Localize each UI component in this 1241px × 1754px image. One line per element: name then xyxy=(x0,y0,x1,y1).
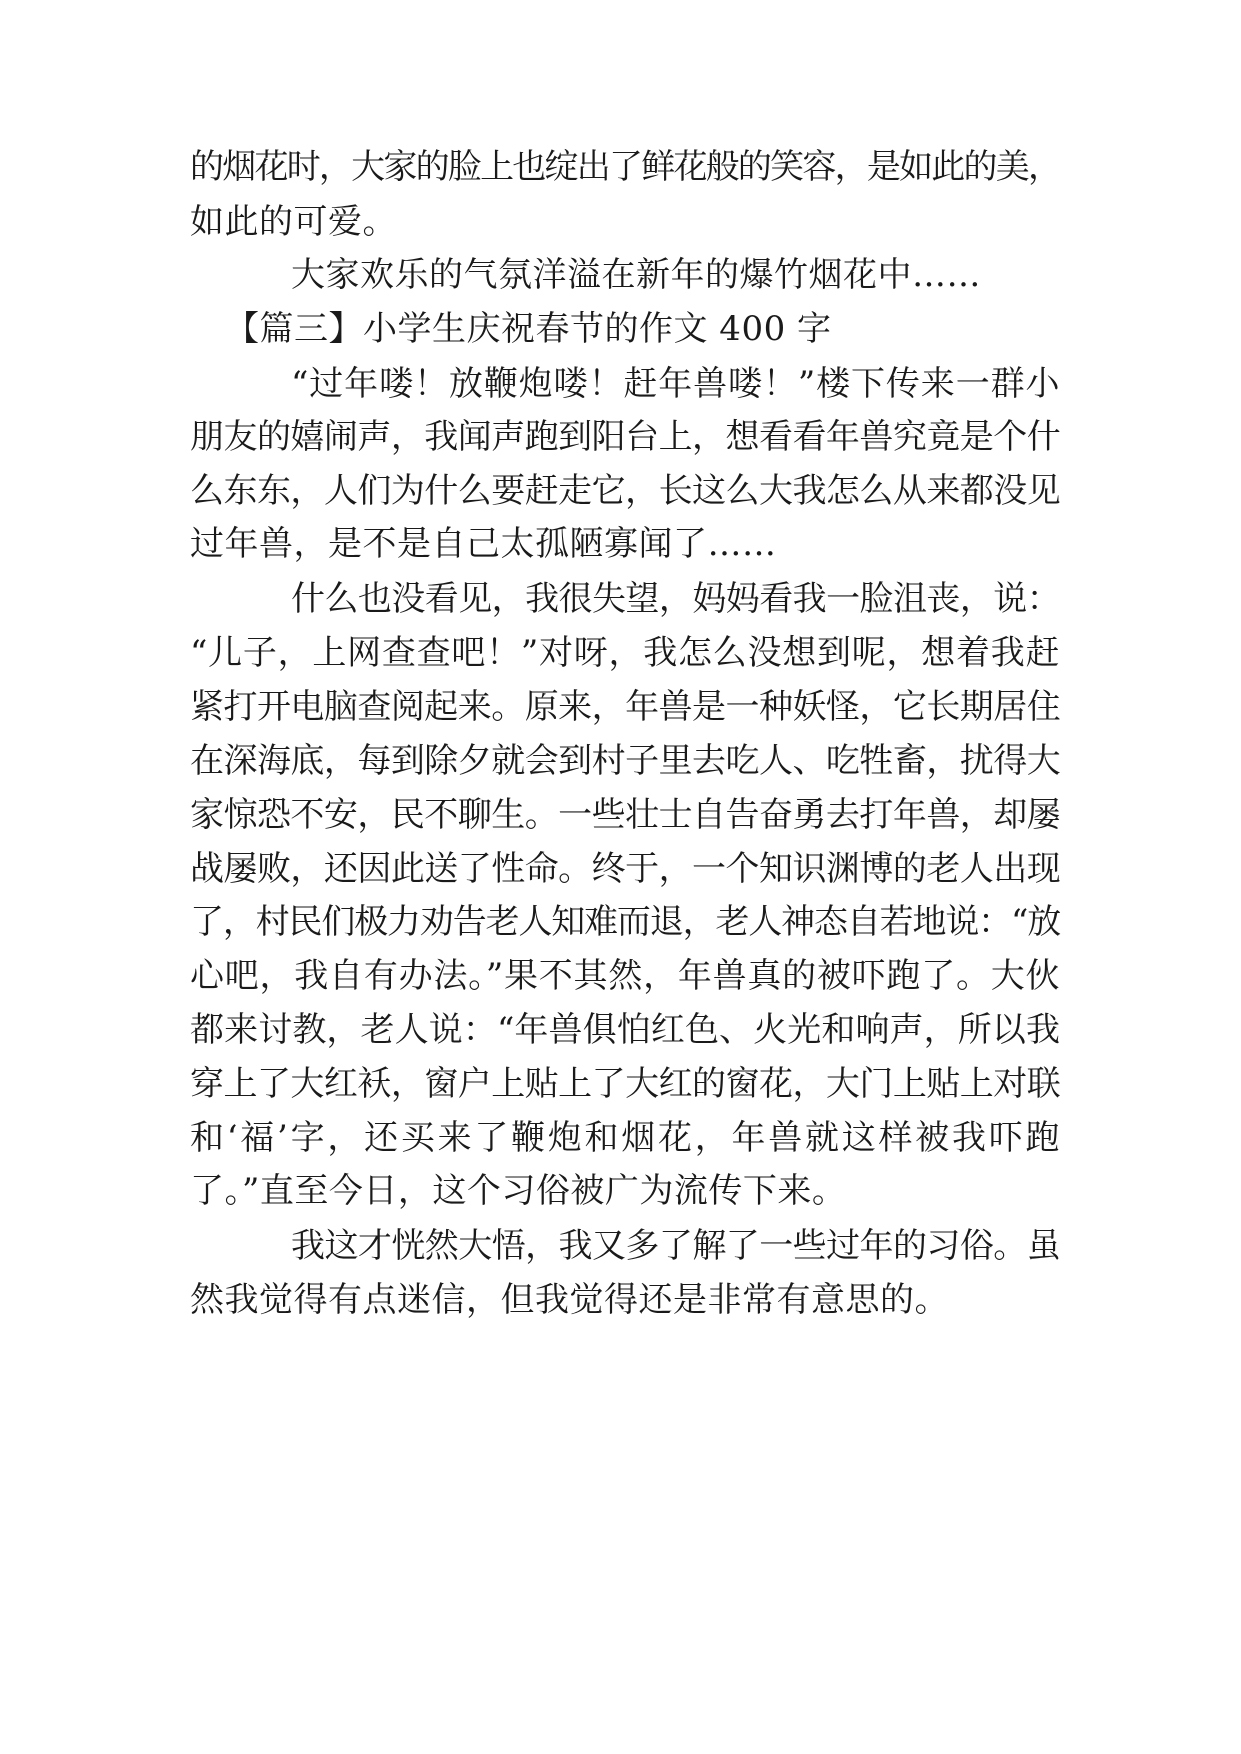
paragraph-4-line-8: 心吧，我自有办法。”果不其然，年兽真的被吓跑了。大伙 xyxy=(190,956,1060,996)
paragraph-4-line-11: 和‘福’字，还买来了鞭炮和烟花，年兽就这样被我吓跑 xyxy=(190,1118,1060,1158)
paragraph-3-line-2: 朋友的嬉闹声，我闻声跑到阳台上，想看看年兽究竟是个什 xyxy=(190,417,1060,457)
paragraph-4-line-2: “儿子，上网查查吧！”对呀，我怎么没想到呢，想着我赶 xyxy=(190,633,1060,673)
section-heading: 【篇三】小学生庆祝春节的作文 400 字 xyxy=(225,309,832,349)
paragraph-3-line-1: “过年喽！放鞭炮喽！赶年兽喽！”楼下传来一群小 xyxy=(291,364,1060,404)
paragraph-1-line-2: 如此的可爱。 xyxy=(190,202,397,242)
paragraph-5-line-2: 然我觉得有点迷信，但我觉得还是非常有意思的。 xyxy=(190,1280,949,1320)
paragraph-2-line-1: 大家欢乐的气氛洋溢在新年的爆竹烟花中…… xyxy=(291,255,981,295)
paragraph-1-line-1: 的烟花时，大家的脸上也绽出了鲜花般的笑容，是如此的美， xyxy=(190,147,1060,187)
paragraph-4-line-5: 家惊恐不安，民不聊生。一些壮士自告奋勇去打年兽，却屡 xyxy=(190,795,1060,835)
paragraph-3-line-4: 过年兽，是不是自己太孤陋寡闻了…… xyxy=(190,524,777,564)
paragraph-4-line-9: 都来讨教，老人说：“年兽俱怕红色、火光和响声，所以我 xyxy=(190,1010,1060,1050)
paragraph-4-line-6: 战屡败，还因此送了性命。终于，一个知识渊博的老人出现 xyxy=(190,849,1060,889)
paragraph-4-line-7: 了，村民们极力劝告老人知难而退，老人神态自若地说：“放 xyxy=(190,902,1060,942)
paragraph-4-line-10: 穿上了大红袄，窗户上贴上了大红的窗花，大门上贴上对联 xyxy=(190,1064,1060,1104)
paragraph-4-line-4: 在深海底，每到除夕就会到村子里去吃人、吃牲畜，扰得大 xyxy=(190,741,1060,781)
paragraph-4-line-1: 什么也没看见，我很失望，妈妈看我一脸沮丧，说： xyxy=(291,579,1060,619)
paragraph-3-line-3: 么东东，人们为什么要赶走它，长这么大我怎么从来都没见 xyxy=(190,471,1060,511)
paragraph-4-line-12: 了。”直至今日，这个习俗被广为流传下来。 xyxy=(190,1171,847,1211)
paragraph-5-line-1: 我这才恍然大悟，我又多了解了一些过年的习俗。虽 xyxy=(291,1226,1060,1266)
paragraph-4-line-3: 紧打开电脑查阅起来。原来，年兽是一种妖怪，它长期居住 xyxy=(190,687,1060,727)
